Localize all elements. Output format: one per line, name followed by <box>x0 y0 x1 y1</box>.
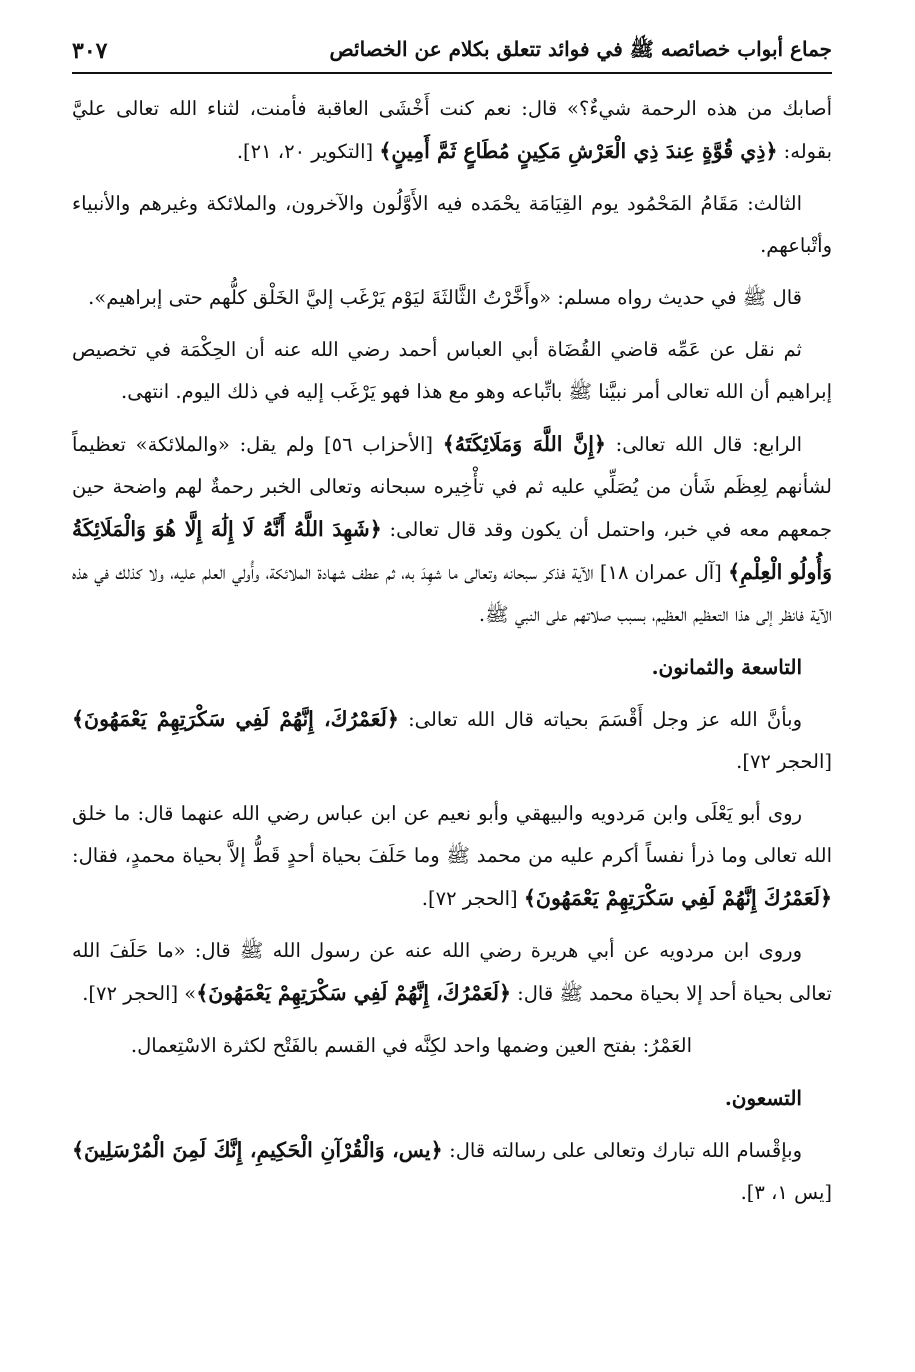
paragraph: الثالث: مَقَامُ المَحْمُود يوم القِيَامَة يحْمَده فيه الأَوَّلُون والآخرون، والملائكة وغيرهم والأنبياء وأتْباعهم. <box>72 192 832 257</box>
paragraph-text: وبأنَّ الله عز وجل أَقْسَمَ بحياته قال الله تعالى: <box>398 708 802 731</box>
paragraph: ثم نقل عن عَمِّه قاضي القُضَاة أبي العباس أحمد رضي الله عنه أن الحِكْمَة في تخصيص إبراهيم أن الله تعالى أمر نبيَّنا ﷺ باتِّباعه وهو مع هذا فهو يَرْغَب إليه في ذلك اليوم. انتهى. <box>72 338 832 403</box>
quran-verse: ﴿لَعَمْرُكَ، إِنَّهُمْ لَفِي سَكْرَتِهِمْ يَعْمَهُونَ﴾ <box>196 981 511 1005</box>
page-number: ٣٠٧ <box>72 38 108 64</box>
verse-reference: [يس ١، ٣]. <box>740 1181 832 1204</box>
section-heading: التسعون. <box>724 1086 802 1110</box>
footnote-paragraph: العَمْرُ: بفتح العين وضمها واحد لكِنَّه في القسم بالفَتْح لكثرة الاسْتِعمال. <box>130 1034 692 1057</box>
paragraph-text: [الأحزاب ٥٦] ولم يقل: «والملائكة» تعظيماً لشأنهم لِعِظَم شَأن من يُصَلِّي عليه ثم في تأْخِيره سبحانه وتعالى الخبر رحمةٌ لهم واضحة حين جمعهم معه في خبر، واحتمل أن يكون وقد قال تعالى: <box>72 433 832 541</box>
quran-verse: ﴿ذِي قُوَّةٍ عِندَ ذِي الْعَرْشِ مَكِينٍ مُطَاعٍ ثَمَّ أَمِينٍ﴾ <box>379 139 778 163</box>
verse-reference: [الحجر ٧٢]. <box>421 887 524 910</box>
paragraph <box>72 793 832 920</box>
paragraph-text: [آل عمران ١٨] الآية فذكر سبحانه وتعالى ما شهِدَ به، ثم عطف شهادة الملائكة، وأُولي العلم عليه، ولا كذلك في هذه الآية فانظر إلى هذا التعظيم العظيم، بسبب صلاتهم على النبي ﷺ. <box>72 561 832 626</box>
verse-reference: [الحجر ٧٢]. <box>736 750 832 773</box>
header-title: جماع أبواب خصائصه ﷺ في فوائد تتعلق بكلام عن الخصائص <box>329 36 832 61</box>
quran-verse: ﴿لَعَمْرُكَ، إِنَّهُمْ لَفِي سَكْرَتِهِمْ يَعْمَهُونَ﴾ <box>72 707 399 731</box>
paragraph-text: روى أبو يَعْلَى وابن مَردويه والبيهقي وأبو نعيم عن ابن عباس رضي الله عنهما قال: ما خلق الله تعالى وما ذرأ نفساً أكرم عليه من محمد ﷺ وما حَلَفَ بحياة أحدٍ قَطُّ إلاَّ بحياة محمدٍ، فقال: <box>72 802 832 867</box>
paragraph <box>72 698 832 783</box>
section-heading: التاسعة والثمانون. <box>651 655 802 679</box>
paragraph-text: وبإقْسام الله تبارك وتعالى على رسالته قال: <box>442 1139 802 1162</box>
paragraph <box>72 423 832 636</box>
verse-reference: [التكوير ٢٠، ٢١]. <box>236 140 380 163</box>
paragraph-text: الرابع: قال الله تعالى: <box>605 433 803 456</box>
quran-verse: ﴿لَعَمْرُكَ إِنَّهُمْ لَفِي سَكْرَتِهِمْ يَعْمَهُونَ﴾ <box>523 886 832 910</box>
body-text <box>72 88 832 1224</box>
paragraph <box>72 930 832 1015</box>
paragraph <box>72 1129 832 1214</box>
running-header <box>72 30 832 74</box>
quran-verse: ﴿يس، وَالْقُرْآنِ الْحَكِيمِ، إِنَّكَ لَمِنَ الْمُرْسَلِينَ﴾ <box>72 1138 443 1162</box>
paragraph-text: وروى ابن مردويه عن أبي هريرة رضي الله عنه عن رسول الله ﷺ قال: «ما حَلَفَ الله تعالى بحياة أحد إلا بحياة محمد ﷺ قال: <box>72 939 832 1005</box>
paragraph-text: أصابك من هذه الرحمة شيءٌ؟» قال: نعم كنت أَخْشَى العاقبة فأمنت، لثناء الله تعالى عليَّ بقوله: <box>72 97 832 163</box>
quran-verse: ﴿إِنَّ اللَّهَ وَمَلَائِكَتَهُ﴾ <box>442 432 606 456</box>
quran-verse: ﴿شَهِدَ اللَّهُ أَنَّهُ لَا إِلَٰهَ إِلَّا هُوَ وَالْمَلَائِكَةُ وَأُولُو الْعِلْمِ﴾ <box>72 517 832 584</box>
paragraph <box>72 88 832 173</box>
verse-reference: » [الحجر ٧٢]. <box>82 982 197 1005</box>
paragraph: قال ﷺ في حديث رواه مسلم: «وأَخَّرْتُ الثَّالثَةَ ليَوْم يَرْغَب إليَّ الخَلْق كلُّهم حتى إبراهيم». <box>88 286 802 309</box>
